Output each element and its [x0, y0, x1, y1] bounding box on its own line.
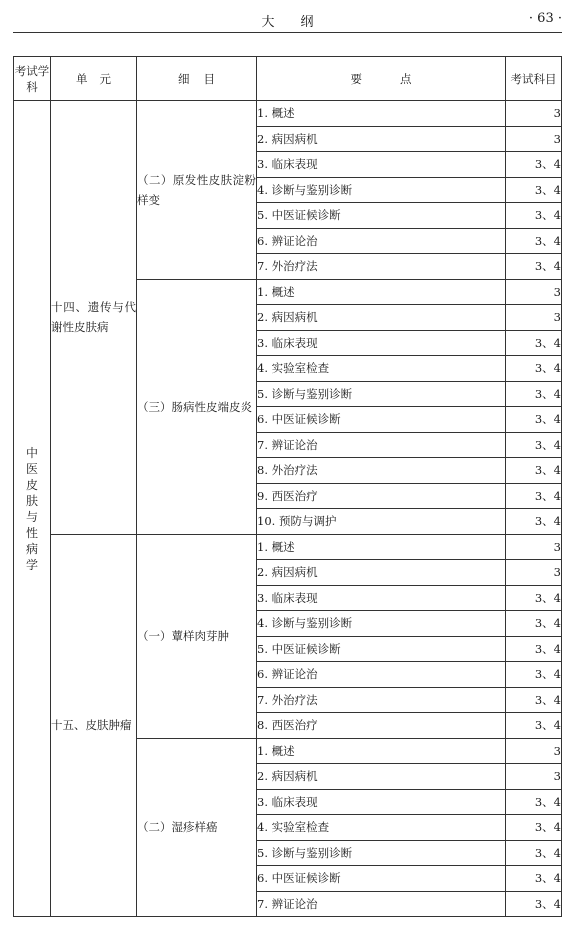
level-cell: 3、4 — [506, 254, 562, 280]
point-cell: 6. 中医证候诊断 — [257, 407, 506, 433]
level-cell: 3、4 — [506, 815, 562, 841]
point-cell: 1. 概述 — [257, 101, 506, 127]
level-cell: 3、4 — [506, 840, 562, 866]
subject-label: 中医皮肤与性病学 — [25, 445, 38, 572]
point-cell: 6. 辨证论治 — [257, 228, 506, 254]
point-cell: 2. 病因病机 — [257, 764, 506, 790]
point-cell: 4. 诊断与鉴别诊断 — [257, 177, 506, 203]
point-cell: 1. 概述 — [257, 738, 506, 764]
header-subject: 考试学科 — [14, 57, 51, 101]
level-cell: 3、4 — [506, 330, 562, 356]
level-cell: 3、4 — [506, 483, 562, 509]
level-cell: 3、4 — [506, 152, 562, 178]
point-cell: 3. 临床表现 — [257, 789, 506, 815]
level-cell: 3、4 — [506, 177, 562, 203]
point-cell: 2. 病因病机 — [257, 560, 506, 586]
level-cell: 3、4 — [506, 356, 562, 382]
level-cell: 3 — [506, 534, 562, 560]
point-cell: 6. 辨证论治 — [257, 662, 506, 688]
level-cell: 3、4 — [506, 611, 562, 637]
level-cell: 3 — [506, 101, 562, 127]
level-cell: 3、4 — [506, 203, 562, 229]
detail-cell: （二）湿疹样癌 — [137, 738, 257, 917]
level-cell: 3、4 — [506, 687, 562, 713]
point-cell: 7. 外治疗法 — [257, 254, 506, 280]
unit-cell: 十四、遗传与代谢性皮肤病 — [51, 101, 137, 535]
level-cell: 3、4 — [506, 891, 562, 917]
level-cell: 3、4 — [506, 866, 562, 892]
point-cell: 3. 临床表现 — [257, 585, 506, 611]
point-cell: 8. 西医治疗 — [257, 713, 506, 739]
level-cell: 3、4 — [506, 228, 562, 254]
page-header — [13, 8, 562, 32]
point-cell: 1. 概述 — [257, 279, 506, 305]
page-title: 大纲 — [261, 15, 340, 30]
level-cell: 3 — [506, 738, 562, 764]
point-cell: 3. 临床表现 — [257, 152, 506, 178]
point-cell: 4. 实验室检查 — [257, 815, 506, 841]
header-unit: 单元 — [51, 57, 137, 101]
header-detail: 细目 — [137, 57, 257, 101]
level-cell: 3 — [506, 560, 562, 586]
table-row — [14, 534, 562, 560]
point-cell: 7. 辨证论治 — [257, 432, 506, 458]
point-cell: 4. 诊断与鉴别诊断 — [257, 611, 506, 637]
point-cell: 6. 中医证候诊断 — [257, 866, 506, 892]
level-cell: 3 — [506, 764, 562, 790]
level-cell: 3、4 — [506, 381, 562, 407]
point-cell: 5. 中医证候诊断 — [257, 203, 506, 229]
level-cell: 3 — [506, 279, 562, 305]
subject-cell — [14, 101, 51, 917]
level-cell: 3、4 — [506, 585, 562, 611]
point-cell: 10. 预防与调护 — [257, 509, 506, 535]
level-cell: 3、4 — [506, 407, 562, 433]
detail-cell: （一）蕈样肉芽肿 — [137, 534, 257, 738]
point-cell: 7. 外治疗法 — [257, 687, 506, 713]
table-header-row — [14, 57, 562, 101]
level-cell: 3、4 — [506, 636, 562, 662]
header-points — [257, 57, 506, 101]
point-cell: 3. 临床表现 — [257, 330, 506, 356]
level-cell: 3、4 — [506, 509, 562, 535]
point-cell: 1. 概述 — [257, 534, 506, 560]
point-cell: 5. 诊断与鉴别诊断 — [257, 840, 506, 866]
level-cell: 3、4 — [506, 713, 562, 739]
table-row — [14, 101, 562, 127]
page-number: · 63 · — [528, 11, 562, 26]
level-cell: 3 — [506, 126, 562, 152]
point-cell: 2. 病因病机 — [257, 305, 506, 331]
level-cell: 3、4 — [506, 458, 562, 484]
point-cell: 5. 中医证候诊断 — [257, 636, 506, 662]
level-cell: 3 — [506, 305, 562, 331]
point-cell: 9. 西医治疗 — [257, 483, 506, 509]
level-cell: 3、4 — [506, 432, 562, 458]
header-level: 考试科目 — [506, 57, 562, 101]
header-points-label: 要点 — [350, 71, 450, 86]
detail-cell: （三）肠病性皮端皮炎 — [137, 279, 257, 534]
point-cell: 5. 诊断与鉴别诊断 — [257, 381, 506, 407]
point-cell: 4. 实验室检查 — [257, 356, 506, 382]
level-cell: 3、4 — [506, 662, 562, 688]
header-rule — [13, 32, 562, 33]
table-body — [14, 101, 562, 917]
detail-cell: （二）原发性皮肤淀粉样变 — [137, 101, 257, 280]
level-cell: 3、4 — [506, 789, 562, 815]
point-cell: 2. 病因病机 — [257, 126, 506, 152]
unit-cell: 十五、皮肤肿瘤 — [51, 534, 137, 917]
point-cell: 7. 辨证论治 — [257, 891, 506, 917]
syllabus-table — [13, 56, 562, 917]
point-cell: 8. 外治疗法 — [257, 458, 506, 484]
